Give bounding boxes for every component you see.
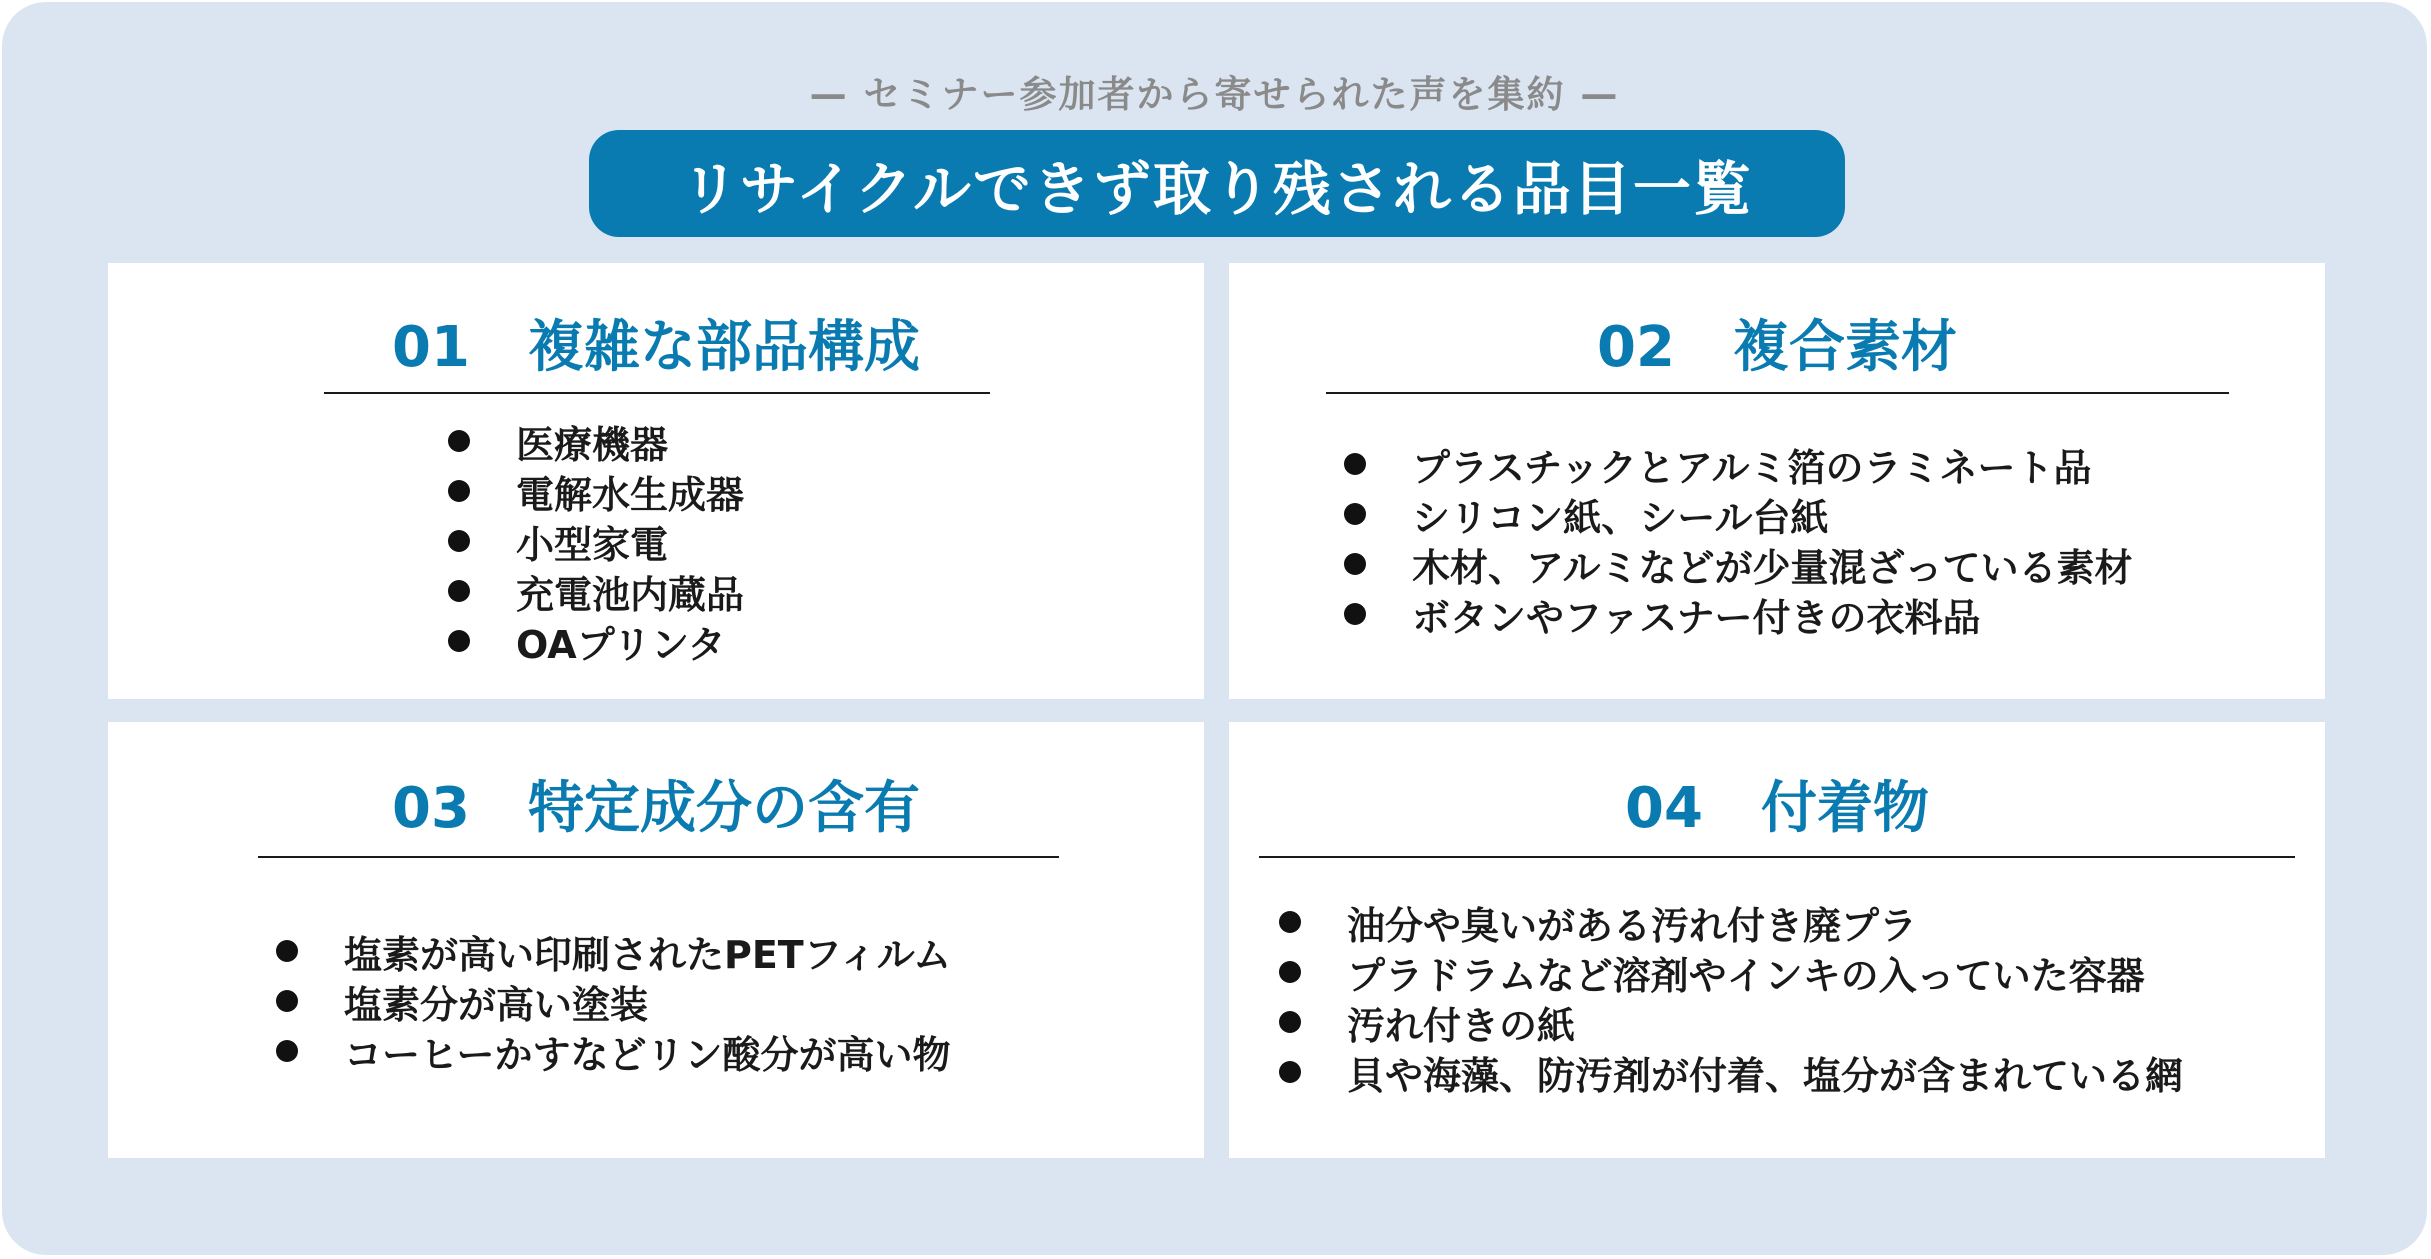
card-heading [1229,764,2325,844]
item-text: プラドラムなど溶剤やインキの入っていた容器 [1347,953,2145,998]
card-number: 04 [1625,776,1703,841]
item-text: 医療機器 [516,422,669,467]
item-text: 油分や臭いがある汚れ付き廃プラ [1347,903,1918,948]
bullet-icon [276,1040,298,1062]
item-text: プラスチックとアルミ箔のラミネート品 [1412,445,2092,490]
bullet-icon [276,990,298,1012]
card-title: 複合素材 [1732,315,1957,380]
list-item [1344,439,2132,489]
item-text: 塩素分が高い塗装 [344,982,649,1027]
item-text: 木材、アルミなどが少量混ざっている素材 [1412,545,2133,590]
item-list [1279,897,2183,1097]
bullet-icon [276,940,298,962]
heading-divider [258,856,1059,858]
bullet-icon [1344,553,1366,575]
item-list [276,926,951,1076]
bullet-icon [448,480,470,502]
item-text: 電解水生成器 [516,472,745,517]
list-item [1344,589,2132,639]
list-item [1279,947,2183,997]
heading-divider [1259,856,2295,858]
card-number: 01 [392,315,470,380]
card-02 [1229,263,2325,699]
list-item [448,416,744,466]
card-number: 02 [1597,315,1675,380]
bullet-icon [1279,1061,1301,1083]
item-text: シリコン紙、シール台紙 [1412,495,1829,540]
list-item [1344,489,2132,539]
item-text: ボタンやファスナー付きの衣料品 [1412,595,1981,640]
list-item [1279,897,2183,947]
item-text: 小型家電 [516,522,669,567]
bullet-icon [1344,453,1366,475]
card-03 [108,722,1204,1158]
list-item [448,566,744,616]
card-01 [108,263,1204,699]
item-text: コーヒーかすなどリン酸分が高い物 [344,1032,951,1077]
infographic-frame [2,2,2427,1255]
item-list [1344,439,2132,639]
item-text: 汚れ付きの紙 [1347,1003,1576,1048]
bullet-icon [1279,911,1301,933]
subtitle: — セミナー参加者から寄せられた声を集約 — [809,73,1620,116]
card-heading [1229,303,2325,383]
list-item [276,926,951,976]
item-text: 塩素が高い印刷されたPETフィルム [344,932,952,977]
heading-divider [1326,392,2229,394]
list-item [1279,1047,2183,1097]
heading-divider [324,392,990,394]
item-text: 充電池内蔵品 [516,572,745,617]
list-item [276,1026,951,1076]
list-item [448,466,744,516]
bullet-icon [448,580,470,602]
bullet-icon [448,430,470,452]
item-list [448,416,744,666]
card-heading [108,764,1204,844]
title-banner [589,130,1845,237]
list-item [1279,997,2183,1047]
list-item [1344,539,2132,589]
item-text: OAプリンタ [516,622,726,667]
bullet-icon [1279,1011,1301,1033]
bullet-icon [1344,503,1366,525]
list-item [276,976,951,1026]
item-text: 貝や海藻、防汚剤が付着、塩分が含まれている網 [1347,1053,2184,1098]
card-title: 付着物 [1760,776,1929,841]
card-04 [1229,722,2325,1158]
card-title: 複雑な部品構成 [527,315,920,380]
bullet-icon [1344,603,1366,625]
bullet-icon [448,530,470,552]
page-title: リサイクルできず取り残される品目一覧 [681,154,1753,223]
card-heading [108,303,1204,383]
card-number: 03 [392,776,470,841]
list-item [448,616,744,666]
list-item [448,516,744,566]
bullet-icon [1279,961,1301,983]
card-title: 特定成分の含有 [527,776,920,841]
bullet-icon [448,630,470,652]
